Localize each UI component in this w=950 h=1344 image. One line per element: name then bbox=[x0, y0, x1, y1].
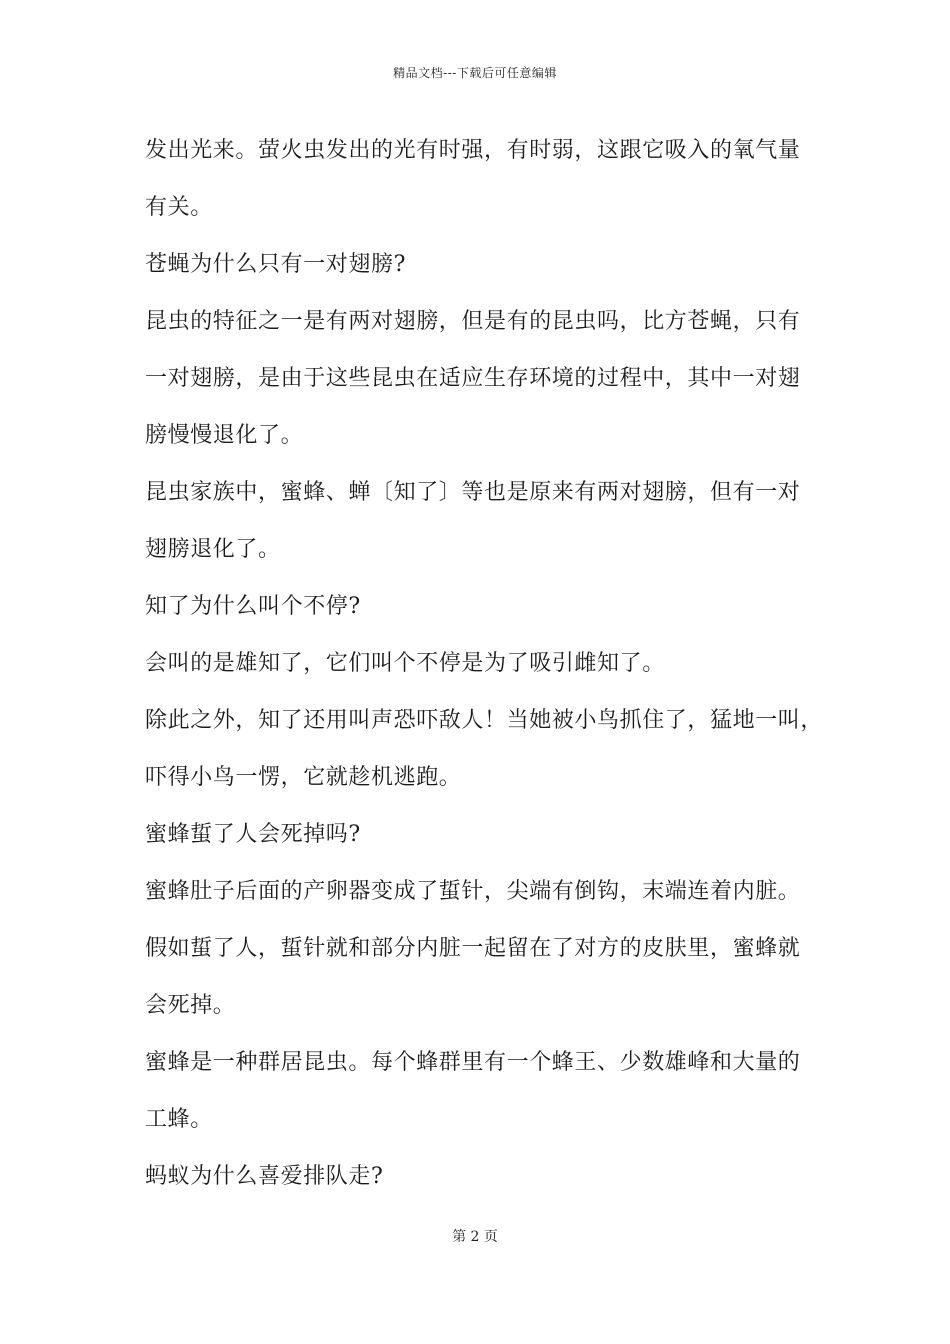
page-number: 第 2 页 bbox=[452, 1229, 498, 1245]
text-line: 昆虫家族中，蜜蜂、蝉〔知了〕等也是原来有两对翅膀，但有一对 bbox=[145, 480, 801, 505]
text-line: 会叫的是雄知了，它们叫个不停是为了吸引雌知了。 bbox=[145, 651, 665, 676]
text-line: 蜜蜂是一种群居昆虫。每个蜂群里有一个蜂王、少数雄峰和大量的 bbox=[145, 1050, 801, 1075]
text-line: 蜜蜂肚子后面的产卵器变成了蜇针，尖端有倒钩，末端连着内脏。 bbox=[145, 879, 801, 904]
text-line: 会死掉。 bbox=[145, 993, 236, 1018]
text-line: 昆虫的特征之一是有两对翅膀，但是有的昆虫吗，比方苍蝇，只有 bbox=[145, 309, 801, 334]
text-line: 一对翅膀，是由于这些昆虫在适应生存环境的过程中，其中一对翅 bbox=[145, 366, 801, 391]
text-line: 假如蜇了人，蜇针就和部分内脏一起留在了对方的皮肤里，蜜蜂就 bbox=[145, 936, 801, 961]
text-line: 翅膀退化了。 bbox=[145, 537, 281, 562]
text-line: 有关。 bbox=[145, 195, 213, 220]
question-heading: 蚂蚁为什么喜爱排队走? bbox=[145, 1164, 384, 1189]
page-header: 精品文档---下载后可任意编辑 bbox=[393, 66, 557, 80]
text-line: 工蜂。 bbox=[145, 1107, 213, 1132]
text-line: 膀慢慢退化了。 bbox=[145, 423, 304, 448]
text-line: 吓得小鸟一愣，它就趁机逃跑。 bbox=[145, 765, 462, 790]
question-heading: 蜜蜂蜇了人会死掉吗? bbox=[145, 822, 361, 847]
text-line: 发出光来。萤火虫发出的光有时强，有时弱，这跟它吸入的氧气量 bbox=[145, 138, 801, 163]
text-line: 除此之外，知了还用叫声恐吓敌人！当她被小鸟抓住了，猛地一叫， bbox=[145, 708, 824, 733]
question-heading: 苍蝇为什么只有一对翅膀? bbox=[145, 252, 406, 277]
question-heading: 知了为什么叫个不停? bbox=[145, 594, 361, 619]
